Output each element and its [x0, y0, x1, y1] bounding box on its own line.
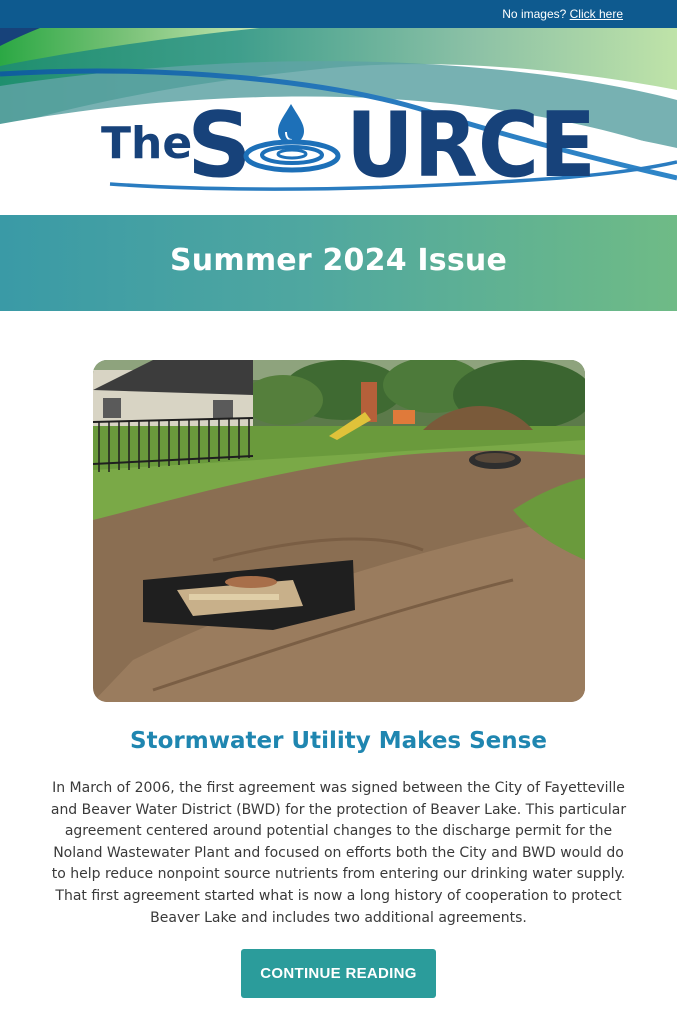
logo-the: The [101, 118, 193, 169]
article-photo[interactable] [93, 360, 585, 702]
masthead-banner [0, 28, 677, 215]
logo-letter-s: S [187, 93, 252, 198]
article-body: In March of 2006, the first agreement was signed between the City of Fayetteville and Beaver Water District (BWD) for the protection of Beaver Lake. This particular agreement centered around potential changes to the discharge permit for the Noland Wastewater Plant and focused on efforts both the City and BWD would do to help reduce nonpoint source nutrients from entering our drinking water supply. That first agreement started what is now a long history of cooperation to protect Beaver Lake and includes two additional agreements. [50, 780, 627, 926]
continue-reading-label: CONTINUE READING [260, 965, 417, 982]
no-images-text: No images? [502, 7, 567, 21]
construction-site-photo [93, 360, 585, 702]
masthead [0, 28, 677, 215]
issue-banner [0, 215, 677, 311]
continue-reading-button[interactable] [241, 949, 436, 998]
top-bar [0, 0, 677, 28]
no-images-notice [502, 7, 623, 21]
issue-title: Summer 2024 Issue [170, 243, 507, 278]
article-title[interactable]: Stormwater Utility Makes Sense [130, 728, 547, 754]
click-here-link[interactable]: Click here [569, 7, 623, 21]
logo-rest: URCE [346, 93, 596, 198]
